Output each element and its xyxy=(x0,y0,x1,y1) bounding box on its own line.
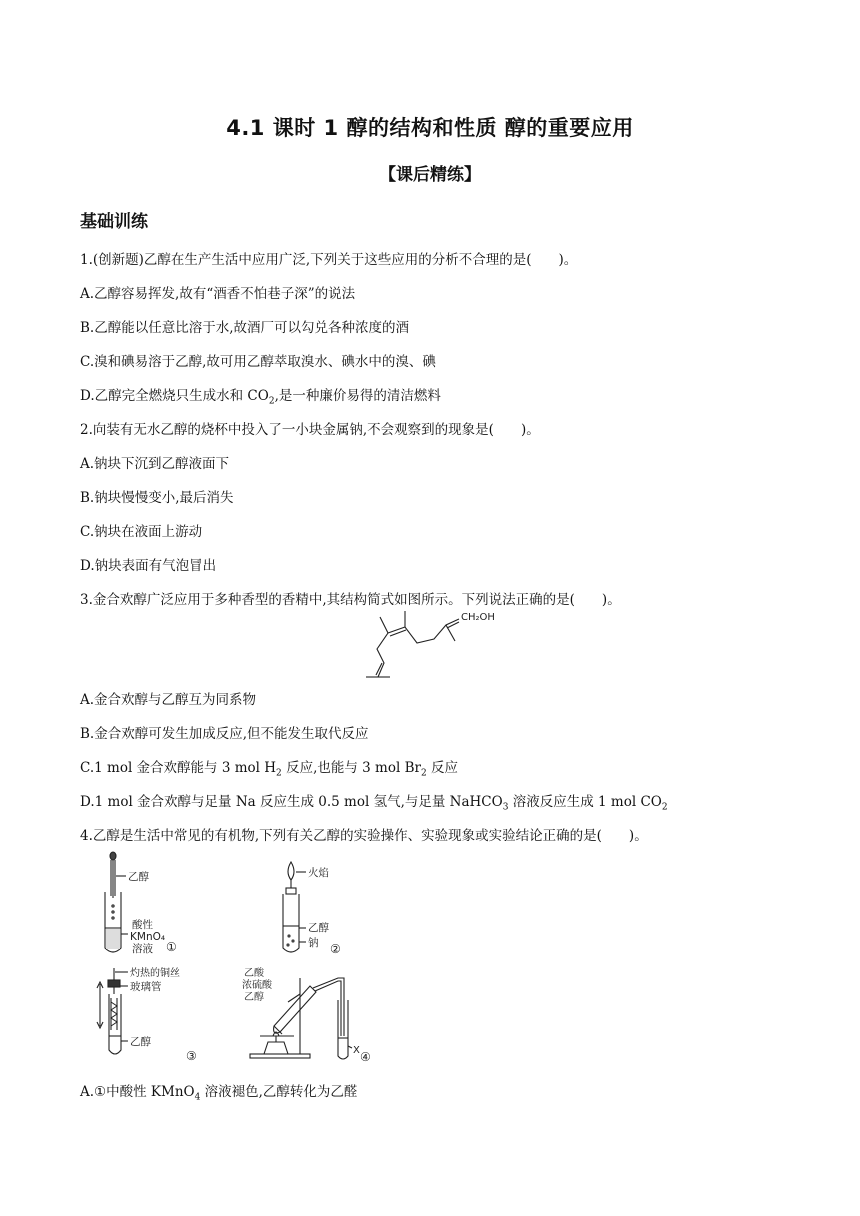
q2-option-d: D.钠块表面有气泡冒出 xyxy=(80,558,217,574)
ch2oh-label: CH₂OH xyxy=(461,612,495,623)
fig1-acidic-label: 酸性 xyxy=(132,919,153,931)
q1-option-d: D.乙醇完全燃烧只生成水和 $CO_2$,是一种廉价易得的清洁燃料 xyxy=(80,388,441,407)
fig1-number: ① xyxy=(166,940,177,954)
section-heading: 基础训练 xyxy=(80,212,148,232)
fig3-ethanol-label: 乙醇 xyxy=(130,1036,151,1048)
q3-option-b: B.金合欢醇可发生加成反应,但不能发生取代反应 xyxy=(80,726,369,742)
figure-3-copper-wire-test xyxy=(94,964,214,1068)
fig4-number: ④ xyxy=(360,1050,371,1064)
q1-stem: 1.(创新题)乙醇在生产生活中应用广泛,下列关于这些应用的分析不合理的是( )。 xyxy=(80,252,578,268)
q3-option-c: C.1 mol 金合欢醇能与 3 mol $H_2$ 反应,也能与 3 mol $Br_2$ 反应 xyxy=(80,760,458,779)
farnesol-structure xyxy=(360,605,500,685)
q1-option-c: C.溴和碘易溶于乙醇,故可用乙醇萃取溴水、碘水中的溴、碘 xyxy=(80,354,436,370)
fig4-acetic-label: 乙酸 xyxy=(244,968,264,979)
page-subtitle: 【课后精练】 xyxy=(379,165,481,185)
fig2-number: ② xyxy=(330,942,341,956)
q1-option-a: A.乙醇容易挥发,故有“酒香不怕巷子深”的说法 xyxy=(80,286,356,302)
q4-option-a: A.①中酸性 KMnO$_4$ 溶液褪色,乙醇转化为乙醛 xyxy=(80,1084,358,1103)
q3-stem: 3.金合欢醇广泛应用于多种香型的香精中,其结构简式如图所示。下列说法正确的是( )。 xyxy=(80,592,621,608)
fig4-h2so4-label: 浓硫酸 xyxy=(242,980,272,991)
q4-stem: 4.乙醇是生活中常见的有机物,下列有关乙醇的实验操作、实验现象或实验结论正确的是( )。 xyxy=(80,828,648,844)
fig2-sodium-label: 钠 xyxy=(308,937,319,949)
fig1-solution-label: 溶液 xyxy=(132,943,153,955)
fig4-x-label: X xyxy=(353,1045,360,1056)
q2-option-b: B.钠块慢慢变小,最后消失 xyxy=(80,490,234,506)
q1-option-b: B.乙醇能以任意比溶于水,故酒厂可以勾兑各种浓度的酒 xyxy=(80,320,410,336)
fig1-ethanol-label: 乙醇 xyxy=(128,871,149,883)
fig3-tube-label: 玻璃管 xyxy=(130,981,162,993)
q3-option-a: A.金合欢醇与乙醇互为同系物 xyxy=(80,692,257,708)
fig1-kmno4-label: KMnO₄ xyxy=(130,931,166,943)
figure-1-kmno4-test xyxy=(96,850,196,958)
q2-stem: 2.向装有无水乙醇的烧杯中投入了一小块金属钠,不会观察到的现象是( )。 xyxy=(80,422,540,438)
q3-option-d: D.1 mol 金合欢醇与足量 Na 反应生成 0.5 mol 氢气,与足量 NaHCO$_3$ 溶液反应生成 1 mol $CO_2$ xyxy=(80,794,668,813)
q2-option-a: A.钠块下沉到乙醇液面下 xyxy=(80,456,230,472)
q2-option-c: C.钠块在液面上游动 xyxy=(80,524,203,540)
figure-4-esterification-apparatus xyxy=(240,964,390,1068)
fig2-flame-label: 火焰 xyxy=(308,867,329,879)
figure-2-sodium-test xyxy=(274,858,374,958)
fig3-copper-label: 灼热的铜丝 xyxy=(130,968,180,979)
fig4-ethanol-label: 乙醇 xyxy=(244,992,264,1003)
fig2-ethanol-label: 乙醇 xyxy=(308,922,329,934)
fig3-number: ③ xyxy=(186,1049,197,1063)
page-title: 4.1 课时 1 醇的结构和性质 醇的重要应用 xyxy=(226,116,634,140)
